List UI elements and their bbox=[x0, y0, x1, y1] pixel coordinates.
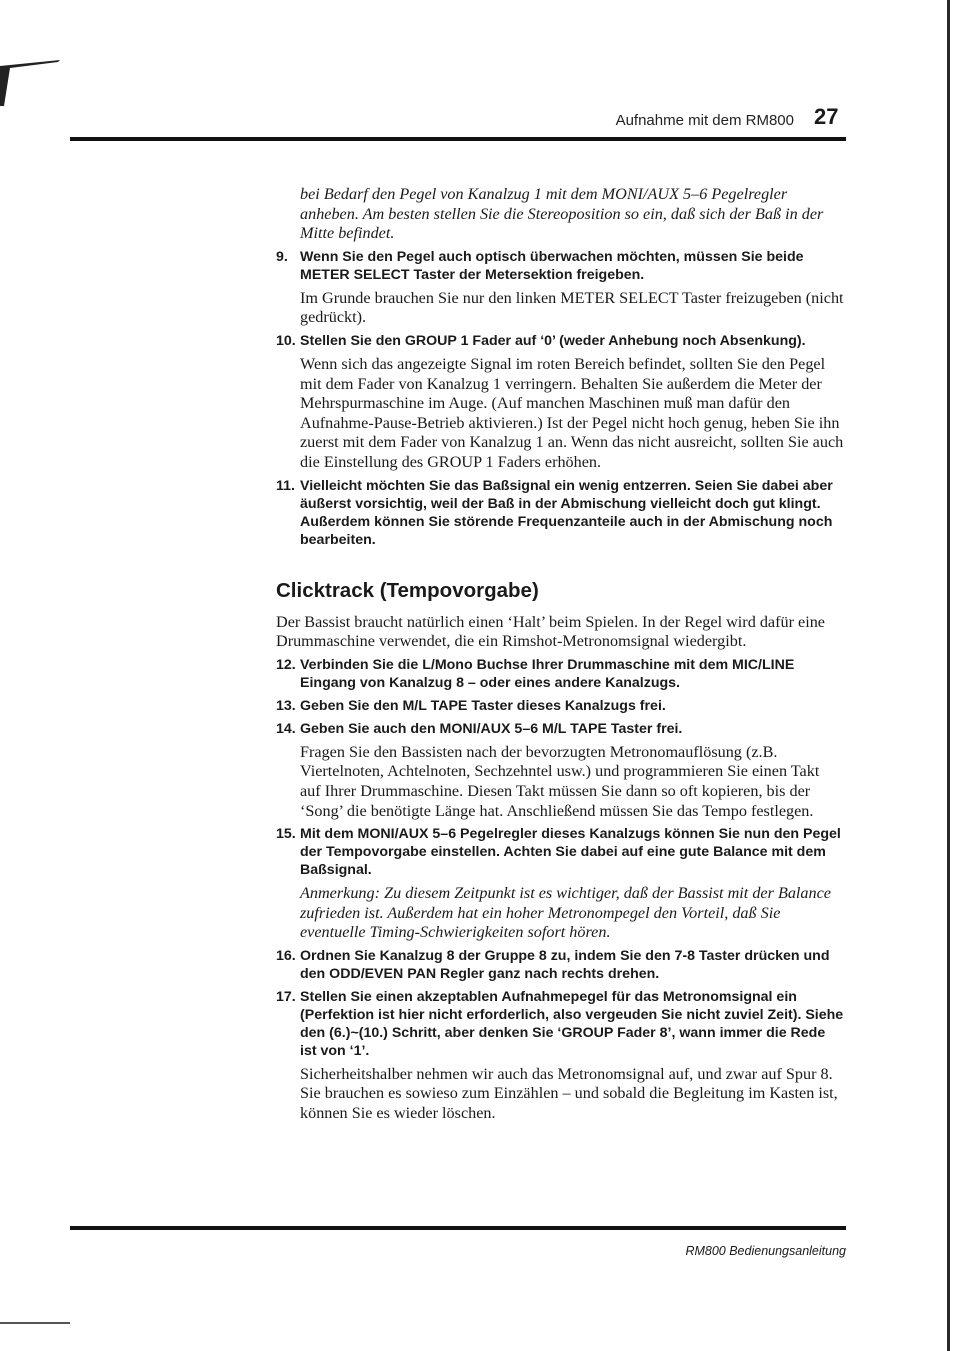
footer-text: RM800 Bedienungsanleitung bbox=[685, 1244, 846, 1258]
scan-corner-mark bbox=[0, 58, 60, 106]
step-17 bbox=[276, 988, 844, 1060]
step-13 bbox=[276, 697, 844, 715]
step-11 bbox=[276, 477, 844, 549]
step-text: Stellen Sie den GROUP 1 Fader auf ‘0’ (weder Anhebung noch Absenkung). bbox=[300, 332, 806, 349]
step-number: 15. bbox=[276, 826, 296, 843]
step-number: 11. bbox=[276, 477, 295, 494]
step-number: 12. bbox=[276, 656, 296, 673]
step-10-paragraph: Wenn sich das angezeigte Signal im roten Bereich befindet, sollten Sie den Pegel mit dem Fader von Kanalzug 1 verringern. Behalten Sie außerdem die Meter der Mehrspurmaschine im Auge. (Auf manchen Maschinen muß man dafür den Aufnahme-Pause-Betrieb aktivieren.) Ist der Pegel nicht hoch genug, heben Sie ihn zuerst mit dem Fader von Kanalzug 1 an. Wenn das nicht ausreicht, sollten Sie auch die Einstellung des GROUP 1 Faders erhöhen. bbox=[300, 354, 844, 471]
step-9 bbox=[276, 248, 844, 284]
step-number: 17. bbox=[276, 988, 296, 1005]
step-text: Mit dem MONI/AUX 5–6 Pegelregler dieses Kanalzugs können Sie nun den Pegel der Tempovorgabe einstellen. Achten Sie dabei auf eine gute Balance mit dem Baßsignal. bbox=[300, 826, 841, 879]
section-intro: Der Bassist braucht natürlich einen ‘Halt’ beim Spielen. In der Regel wird dafür eine Drummaschine verwendet, die ein Rimshot-Metronomsignal wiedergibt. bbox=[276, 612, 825, 651]
step-10 bbox=[276, 332, 844, 350]
step-17-paragraph: Sicherheitshalber nehmen wir auch das Metronomsignal auf, und zwar auf Spur 8. Sie brauchen es sowieso zum Einzählen – und sobald die Begleitung im Kasten ist, können Sie es wieder löschen. bbox=[300, 1064, 838, 1123]
step-15 bbox=[276, 825, 844, 879]
header-title: Aufnahme mit dem RM800 bbox=[615, 112, 794, 129]
footer-rule bbox=[70, 1226, 846, 1230]
step-number: 13. bbox=[276, 697, 296, 714]
step-text: Vielleicht möchten Sie das Baßsignal ein wenig entzerren. Seien Sie dabei aber äußerst vorsichtig, weil der Baß in der Abmischung vielleicht doch gut klingt. Außerdem können Sie störende Frequenzanteile auch in der Abmischung noch bearbeiten. bbox=[300, 477, 833, 548]
step-16 bbox=[276, 947, 844, 983]
page-number: 27 bbox=[814, 104, 839, 129]
continued-paragraph: bei Bedarf den Pegel von Kanalzug 1 mit dem MONI/AUX 5–6 Pegelregler anheben. Am besten stellen Sie die Stereoposition so ein, daß sich der Baß in der Mitte befindet. bbox=[300, 185, 824, 243]
step-number: 9. bbox=[276, 248, 288, 265]
note-text: Zu diesem Zeitpunkt ist es wichtiger, daß der Bassist mit der Balance zufrieden ist. Außerdem hat ein hoher Metronompegel den Vorteil, daß Sie eventuelle Timing-Schwierigkeiten sofort hören. bbox=[300, 884, 831, 942]
step-text: Geben Sie auch den MONI/AUX 5–6 M/L TAPE Taster frei. bbox=[300, 720, 683, 737]
page-content bbox=[276, 185, 844, 1128]
step-14-paragraph: Fragen Sie den Bassisten nach der bevorzugten Metronomauflösung (z.B. Viertelnoten, Achtelnoten, Sechzehntel usw.) und programmieren Sie einen Takt auf Ihrer Drummaschine. Diesen Takt müssen Sie dann so oft kopieren, bis der ‘Song’ die benötigte Länge hat. Anschließend müssen Sie das Tempo festlegen. bbox=[300, 742, 820, 820]
step-text: Wenn Sie den Pegel auch optisch überwachen möchten, müssen Sie beide METER SELECT Taster der Metersektion freigeben. bbox=[300, 248, 804, 283]
note-label: Anmerkung: bbox=[300, 884, 381, 903]
scan-edge-bottom bbox=[0, 1322, 70, 1324]
step-text: Ordnen Sie Kanalzug 8 der Gruppe 8 zu, indem Sie den 7-8 Taster drücken und den ODD/EVEN PAN Regler ganz nach rechts drehen. bbox=[300, 947, 830, 982]
note-paragraph bbox=[300, 884, 844, 943]
header-rule bbox=[70, 137, 846, 141]
scan-edge-right bbox=[947, 0, 950, 1351]
step-number: 10. bbox=[276, 332, 296, 349]
step-text: Verbinden Sie die L/Mono Buchse Ihrer Drummaschine mit dem MIC/LINE Eingang von Kanalzug 8 – oder eines andere Kanalzugs. bbox=[300, 656, 795, 691]
section-title: Clicktrack (Tempovorgabe) bbox=[276, 578, 539, 602]
step-number: 14. bbox=[276, 720, 296, 737]
step-12 bbox=[276, 656, 844, 692]
step-text: Stellen Sie einen akzeptablen Aufnahmepegel für das Metronomsignal ein (Perfektion ist hier nicht erforderlich, also vergeuden Sie nicht zuviel Zeit). Siehe den (6.)~(10.) Schritt, aber denken Sie ‘GROUP Fader 8’, wann immer die Rede ist von ‘1’. bbox=[300, 988, 844, 1059]
step-text: Geben Sie den M/L TAPE Taster dieses Kanalzugs frei. bbox=[300, 697, 666, 714]
step-14 bbox=[276, 720, 844, 738]
step-9-paragraph: Im Grunde brauchen Sie nur den linken METER SELECT Taster freizugeben (nicht gedrückt). bbox=[300, 288, 844, 327]
step-number: 16. bbox=[276, 947, 296, 964]
